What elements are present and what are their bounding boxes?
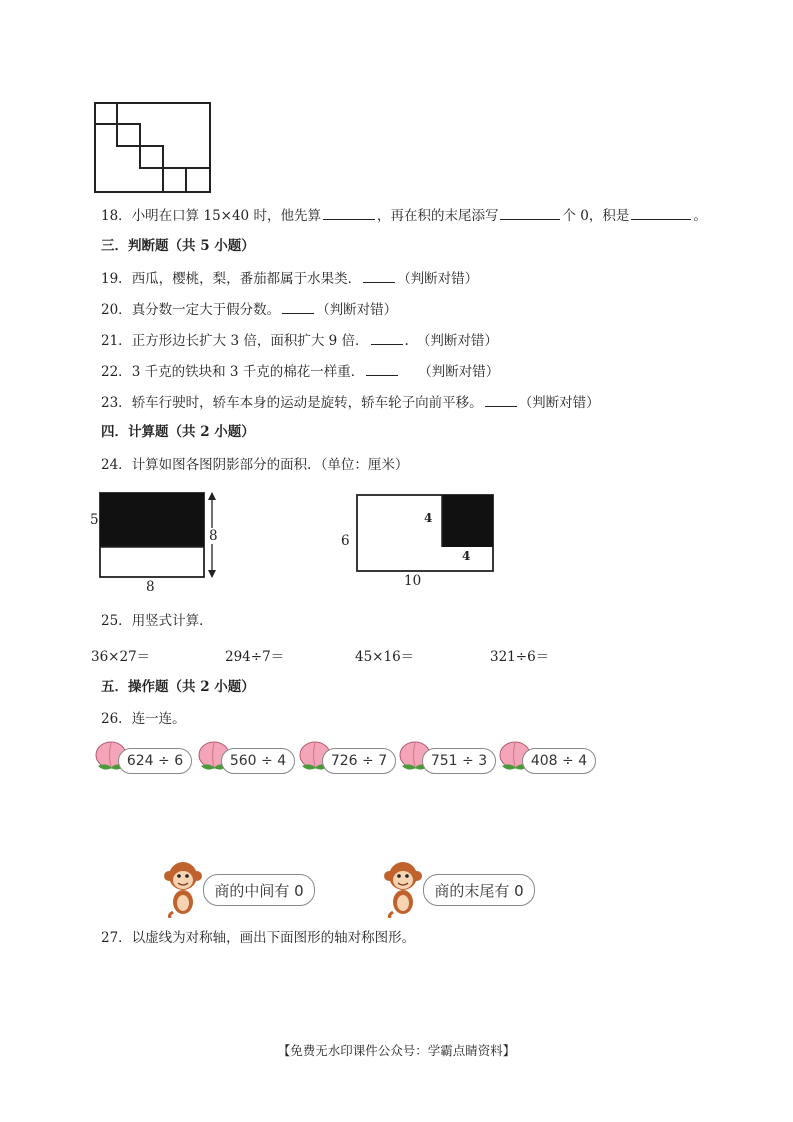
monkey-card[interactable]: [163, 860, 323, 918]
staircase-figure: [94, 102, 212, 194]
expression-pill: 560 ÷ 4: [221, 748, 295, 774]
answer-blank[interactable]: [363, 268, 395, 283]
peach-card[interactable]: [298, 740, 398, 774]
dimension-label: 4: [424, 511, 433, 525]
page-footer: 【免费无水印课件公众号：学霸点睛资料】: [277, 1043, 516, 1058]
area-figure-1-graphic: [88, 490, 223, 590]
monkey-icon: [163, 860, 203, 918]
target-label: 商的末尾有 0: [423, 874, 535, 906]
dimension-label: 5: [90, 512, 99, 528]
expression-pill: 751 ÷ 3: [422, 748, 496, 774]
answer-blank[interactable]: [631, 205, 691, 220]
calc-item: 45×16＝: [355, 649, 415, 665]
section-title: 五．操作题（共 2 小题）: [101, 679, 255, 695]
question-25: 25．用竖式计算．: [101, 613, 213, 629]
section-title: 四．计算题（共 2 小题）: [101, 424, 255, 440]
peach-card[interactable]: [498, 740, 598, 774]
calc-item: 294÷7＝: [225, 649, 285, 665]
expression-pill: 408 ÷ 4: [522, 748, 596, 774]
question-21: 21．正方形边长扩大 3 倍，面积扩大 9 倍． . （判断对错）: [101, 330, 498, 350]
question-20: 20．真分数一定大于假分数。 （判断对错）: [101, 299, 397, 319]
section-title: 三．判断题（共 5 小题）: [101, 238, 255, 254]
dimension-label: 6: [341, 533, 350, 549]
peach-card[interactable]: [398, 740, 498, 774]
calc-item: 36×27＝: [91, 649, 151, 665]
calc-item: 321÷6＝: [490, 649, 550, 665]
question-22: 22．3 千克的铁块和 3 千克的棉花一样重． （判断对错）: [101, 361, 499, 381]
question-19: 19．西瓜，樱桃，梨，番茄都属于水果类． （判断对错）: [101, 268, 478, 288]
question-24: 24．计算如图各图阴影部分的面积．（单位：厘米）: [101, 457, 409, 473]
dimension-label: 8: [146, 579, 155, 595]
question-27: 27．以虚线为对称轴，画出下面图形的轴对称图形。: [101, 930, 416, 946]
peach-card[interactable]: [197, 740, 297, 774]
expression-pill: 624 ÷ 6: [118, 748, 192, 774]
answer-blank[interactable]: [500, 205, 560, 220]
question-26: 26．连一连。: [101, 711, 186, 727]
answer-blank[interactable]: [323, 205, 375, 220]
dimension-label: 8: [209, 528, 218, 544]
peach-card[interactable]: [94, 740, 194, 774]
dimension-label: 10: [404, 573, 422, 589]
answer-blank[interactable]: [485, 392, 517, 407]
monkey-card[interactable]: [383, 860, 543, 918]
expression-pill: 726 ÷ 7: [322, 748, 396, 774]
area-figure-1: [88, 490, 223, 595]
question-18: 18．小明在口算 15×40 时，他先算 ，再在积的末尾添写 个 0，积是 。: [101, 205, 707, 225]
answer-blank[interactable]: [366, 361, 398, 376]
dimension-label: 4: [462, 549, 471, 563]
target-label: 商的中间有 0: [203, 874, 315, 906]
answer-blank[interactable]: [282, 299, 314, 314]
monkey-icon: [383, 860, 423, 918]
question-23: 23．轿车行驶时，轿车本身的运动是旋转，轿车轮子向前平移。 （判断对错）: [101, 392, 600, 412]
area-figure-2: [338, 493, 498, 593]
answer-blank[interactable]: [371, 330, 403, 345]
